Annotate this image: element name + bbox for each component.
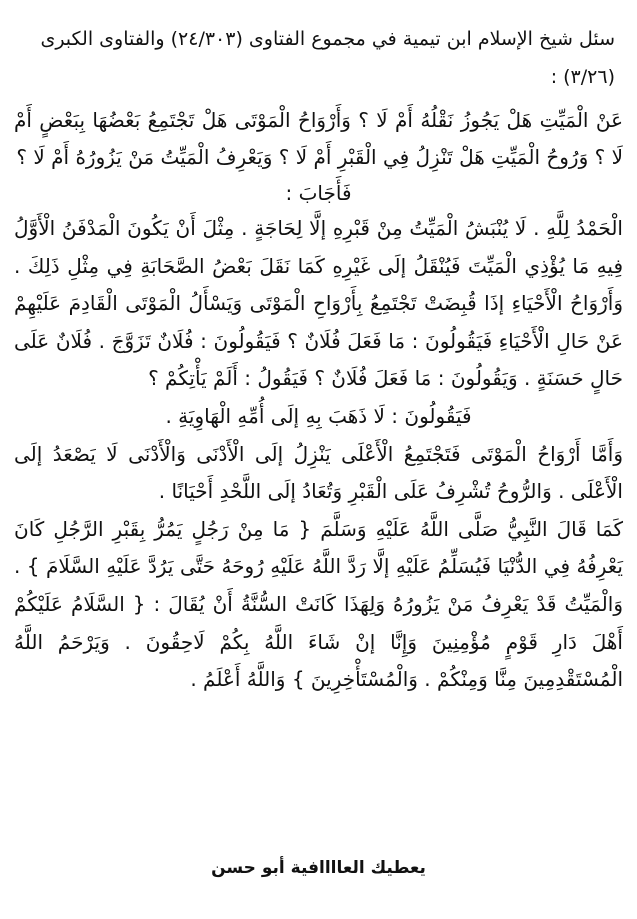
answer-paragraph-2: فَيَقُولُونَ : لَا ذَهَبَ بِهِ إلَى أُمِّهِ الْهَاوِيَةِ . xyxy=(165,403,472,428)
answer-paragraph-4: كَمَا قَالَ النَّبِيُّ صَلَّى اللَّهُ عَلَيْهِ وَسَلَّمَ { مَا مِنْ رَجُلٍ يَمُرُّ بِقَبْرِ الرَّجُلِ كَانَ يَعْرِفُهُ فِي الدُّنْيَا فَيُسَلِّمُ عَلَيْهِ إلَّا رَدَّ اللَّهُ عَلَيْهِ رُوحَهُ حَتَّى يَرُدَّ عَلَيْهِ السَّلَامَ } . وَالْمَيِّتُ قَدْ يَعْرِفُ مَنْ يَزُورُهُ وَلِهَذَا كَانَتْ السُّنَّةُ أَنْ يُقَالَ : { السَّلَامُ عَلَيْكُمْ أَهْلَ دَارِ قَوْمٍ مُؤْمِنِينَ وَإِنَّا إنْ شَاءَ اللَّهُ بِكُمْ لَاحِقُونَ . وَيَرْحَمُ اللَّهُ الْمُسْتَقْدِمِينَ مِنَّا وَمِنْكُمْ . وَالْمُسْتَأْخِرِينَ } وَاللَّهُ أَعْلَمُ . xyxy=(14,516,623,692)
question-text: عَنْ الْمَيِّتِ هَلْ يَجُوزُ نَقْلُهُ أَمْ لَا ؟ وَأَرْوَاحُ الْمَوْتَى هَلْ تَجْتَمِعُ بَعْضُهَا بِبَعْضٍ أَمْ لَا ؟ وَرُوحُ الْمَيِّتِ هَلْ تَنْزِلُ فِي الْقَبْرِ أَمْ لَا ؟ وَيَعْرِفُ الْمَيِّتُ مَنْ يَزُورُهُ أَمْ لَا ؟ xyxy=(14,108,623,169)
answer-label: فَأَجَابَ : xyxy=(285,181,352,205)
answer-paragraph-1: الْحَمْدُ لِلَّهِ . لَا يُنْبَشُ الْمَيِّتُ مِنْ قَبْرِهِ إلَّا لِحَاجَةٍ . مِثْلَ أَنْ يَكُونَ الْمَدْفَنُ الْأَوَّلُ فِيهِ مَا يُؤْذِي الْمَيِّتَ فَيُنْقَلُ إلَى غَيْرِهِ كَمَا نَقَلَ بَعْضُ الصَّحَابَةِ فِي مِثْلِ ذَلِكَ . وَأَرْوَاحُ الْأَحْيَاءِ إذَا قُبِضَتْ تَجْتَمِعُ بِأَرْوَاحِ الْمَوْتَى وَيَسْأَلُ الْمَوْتَى الْقَادِمَ عَلَيْهِمْ عَنْ حَالِ الْأَحْيَاءِ فَيَقُولُونَ : مَا فَعَلَ فُلَانٌ ؟ فَيَقُولُونَ : فُلَانٌ تَزَوَّجَ . فُلَانٌ عَلَى حَالٍ حَسَنَةٍ . وَيَقُولُونَ : مَا فَعَلَ فُلَانٌ ؟ فَيَقُولُ : أَلَمْ يَأْتِكُمْ ؟ xyxy=(14,216,623,391)
source-citation: سئل شيخ الإسلام ابن تيمية في مجموع الفتاوى (٢٤/٣٠٣) والفتاوى الكبرى (٣/٢٦) : xyxy=(40,28,615,88)
answer-paragraph-3: وَأَمَّا أَرْوَاحُ الْمَوْتَى فَتَجْتَمِعُ الْأَعْلَى يَنْزِلُ إلَى الْأَدْنَى وَالْأَدْنَى لَا يَصْعَدُ إلَى الْأَعْلَى . وَالرُّوحُ تُشْرِفُ عَلَى الْقَبْرِ وَتُعَادُ إلَى اللَّحْدِ أَحْيَانًا . xyxy=(14,441,623,504)
signature-line: يعطيك العاااافية أبو حسن xyxy=(211,858,426,878)
